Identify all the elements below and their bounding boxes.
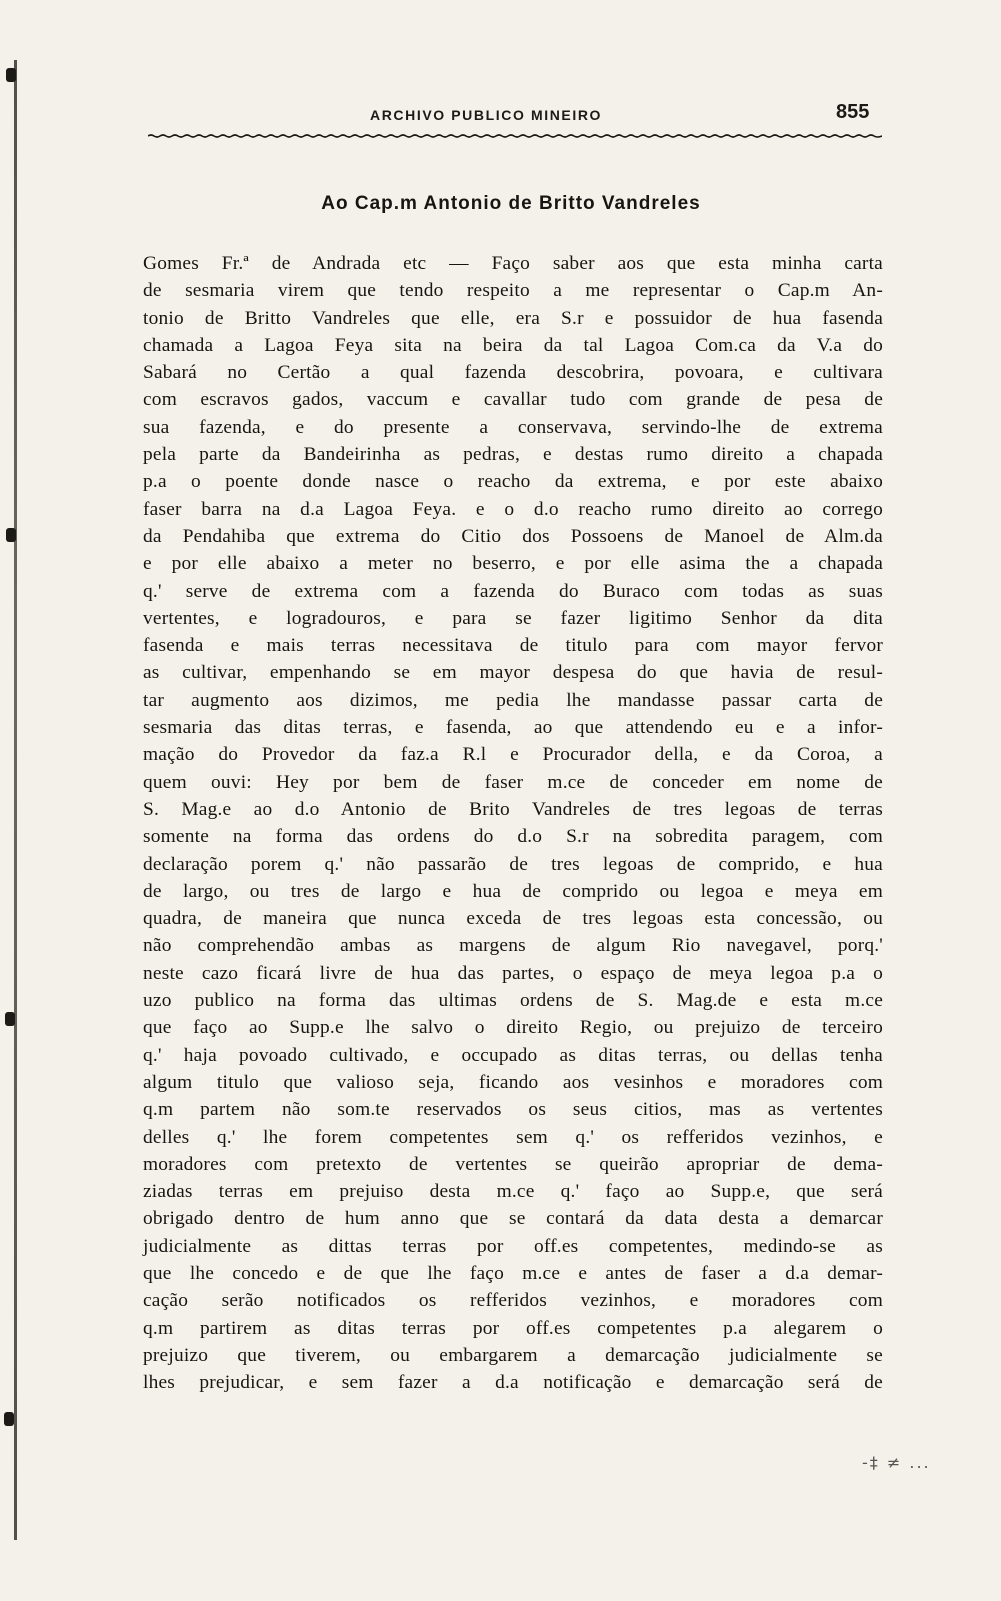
text-line: fasenda e mais terras necessitava de titulo para com mayor fervor bbox=[143, 635, 883, 657]
text-line: lhes prejudicar, e sem fazer a d.a notificação e demarcação será de bbox=[143, 1372, 883, 1394]
text-line: declaração porem q.' não passarão de tres legoas de comprido, e hua bbox=[143, 853, 883, 875]
running-title: ARCHIVO PUBLICO MINEIRO bbox=[370, 107, 603, 123]
text-line: tonio de Britto Vandreles que elle, era S.r e possuidor de hua fasenda bbox=[143, 307, 883, 329]
text-line: q.' haja povoado cultivado, e occupado as ditas terras, ou dellas tenha bbox=[143, 1044, 883, 1066]
text-line: S. Mag.e ao d.o Antonio de Brito Vandreles de tres legoas de terras bbox=[143, 798, 883, 820]
text-line: prejuizo que tiverem, ou embargarem a demarcação judicialmente se bbox=[143, 1344, 883, 1366]
text-line: quem ouvi: Hey por bem de faser m.ce de conceder em nome de bbox=[143, 771, 883, 793]
text-line: neste cazo ficará livre de hua das partes, o espaço de meya legoa p.a o bbox=[143, 962, 883, 984]
text-line: que lhe concedo e de que lhe faço m.ce e antes de faser a d.a demar- bbox=[143, 1262, 883, 1284]
text-line: faser barra na d.a Lagoa Feya. e o d.o reacho rumo direito ao corrego bbox=[143, 498, 883, 520]
text-line: obrigado dentro de hum anno que se contará da data desta a demarcar bbox=[143, 1208, 883, 1230]
header-rule bbox=[148, 134, 882, 138]
text-line: ziadas terras em prejuiso desta m.ce q.' faço ao Supp.e, que será bbox=[143, 1181, 883, 1203]
binding-mark bbox=[5, 1012, 15, 1026]
text-line: e por elle abaixo a meter no beserro, e por elle asima the a chapada bbox=[143, 553, 883, 575]
binding-mark bbox=[6, 68, 16, 82]
text-line: vertentes, e logradouros, e para se fazer ligitimo Senhor da dita bbox=[143, 607, 883, 629]
text-line: q.m partem não som.te reservados os seus citios, mas as vertentes bbox=[143, 1099, 883, 1121]
binding-mark bbox=[4, 1412, 14, 1426]
text-line: Gomes Fr.ª de Andrada etc — Faço saber aos que esta minha carta bbox=[143, 253, 883, 274]
text-line: pela parte da Bandeirinha as pedras, e destas rumo direito a chapada bbox=[143, 444, 883, 466]
text-line: somente na forma das ordens do d.o S.r na sobredita paragem, com bbox=[143, 826, 883, 848]
text-line: tar augmento aos dizimos, me pedia lhe mandasse passar carta de bbox=[143, 689, 883, 711]
stray-mark: -‡ ≠ ... bbox=[862, 1453, 931, 1472]
text-line: Sabará no Certão a qual fazenda descobrira, povoara, e cultivara bbox=[143, 362, 883, 384]
text-line: sua fazenda, e do presente a conservava, servindo-lhe de extrema bbox=[143, 416, 883, 438]
document-title: Ao Cap.m Antonio de Britto Vandreles bbox=[321, 193, 701, 214]
text-line: com escravos gados, vaccum e cavallar tudo com grande de pesa de bbox=[143, 389, 883, 411]
text-line: q.m partirem as ditas terras por off.es competentes p.a alegarem o bbox=[143, 1317, 883, 1339]
text-line: p.a o poente donde nasce o reacho da extrema, e por este abaixo bbox=[143, 471, 883, 493]
text-line: que faço ao Supp.e lhe salvo o direito Regio, ou prejuizo de terceiro bbox=[143, 1017, 883, 1039]
text-line: de sesmaria virem que tendo respeito a me representar o Cap.m An- bbox=[143, 280, 883, 302]
binding-mark bbox=[6, 528, 16, 542]
text-line: as cultivar, empenhando se em mayor despesa do que havia de resul- bbox=[143, 662, 883, 684]
text-line: de largo, ou tres de largo e hua de comprido ou legoa e meya em bbox=[143, 880, 883, 902]
text-line: mação do Provedor da faz.a R.l e Procurador della, e da Coroa, a bbox=[143, 744, 883, 766]
text-line: q.' serve de extrema com a fazenda do Buraco com todas as suas bbox=[143, 580, 883, 602]
text-line: delles q.' lhe forem competentes sem q.' os refferidos vezinhos, e bbox=[143, 1126, 883, 1148]
text-line: chamada a Lagoa Feya sita na beira da tal Lagoa Com.ca da V.a do bbox=[143, 334, 883, 356]
text-line: da Pendahiba que extrema do Citio dos Possoens de Manoel de Alm.da bbox=[143, 525, 883, 547]
text-line: algum titulo que valioso seja, ficando aos vesinhos e moradores com bbox=[143, 1071, 883, 1093]
binding-edge bbox=[14, 60, 17, 1540]
text-line: não comprehendão ambas as margens de algum Rio navegavel, porq.' bbox=[143, 935, 883, 957]
text-line: judicialmente as dittas terras por off.es competentes, medindo-se as bbox=[143, 1235, 883, 1257]
page-number: 855 bbox=[836, 101, 870, 123]
text-line: sesmaria das ditas terras, e fasenda, ao que attendendo eu e a infor- bbox=[143, 717, 883, 739]
text-line: moradores com pretexto de vertentes se queirão apropriar de dema- bbox=[143, 1153, 883, 1175]
text-line: quadra, de maneira que nunca exceda de tres legoas esta concessão, ou bbox=[143, 908, 883, 930]
body-text bbox=[143, 250, 883, 1396]
text-line: uzo publico na forma das ultimas ordens de S. Mag.de e esta m.ce bbox=[143, 990, 883, 1012]
text-line: cação serão notificados os refferidos vezinhos, e moradores com bbox=[143, 1290, 883, 1312]
